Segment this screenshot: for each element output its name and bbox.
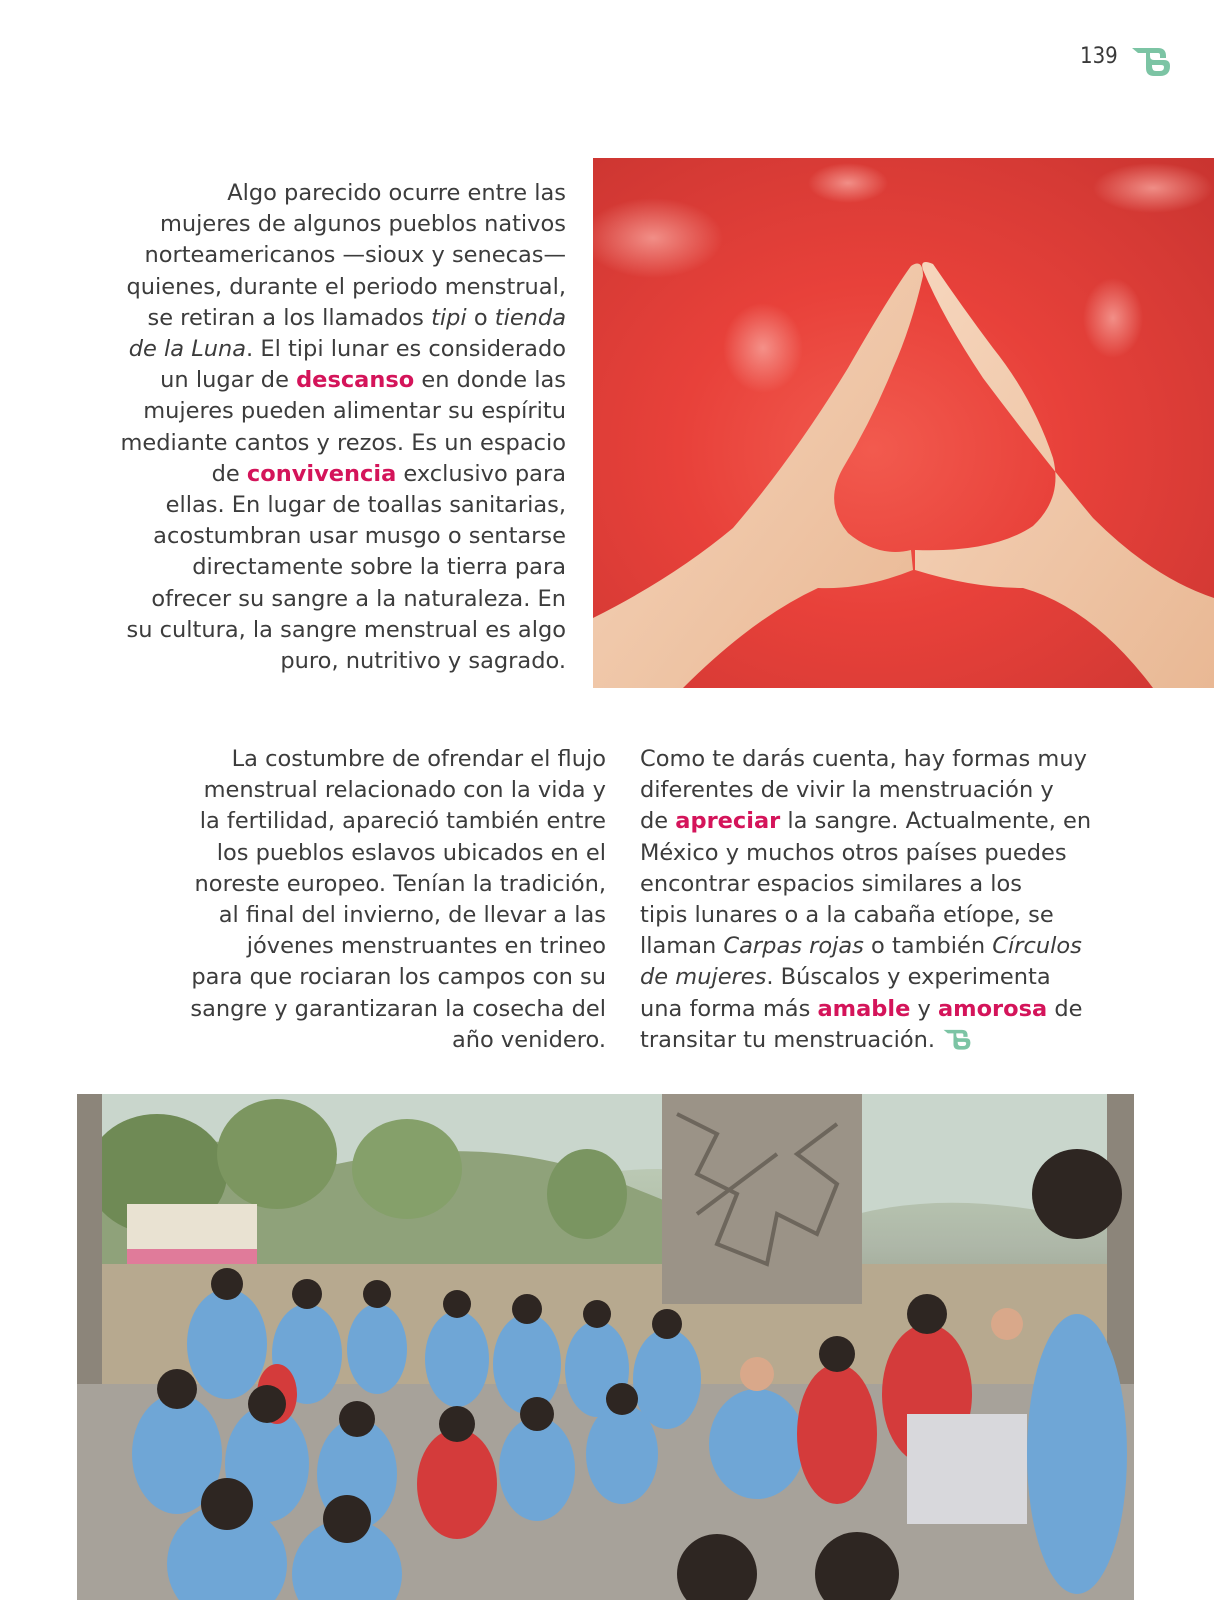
hands-illustration — [593, 158, 1214, 688]
paragraph-slavic-tradition: La costumbre de ofrendar el flujo menstrual relacionado con la vida y la fertilidad, apareció también entre los pueblos eslavos ubicados en el noreste europeo. Tenían la tradición, al final del invierno, de llevar a las jóvenes menstruantes en trineo para que rociaran los campos con su sangre y garantizaran la cosecha del año venidero. — [190, 746, 606, 1053]
highlight-descanso: descanso — [296, 367, 415, 394]
paragraph-tipi-lunar: Algo parecido ocurre entre las mujeres de algunos pueblos nativos norteamericanos —sioux y senecas— quienes, durante el periodo menstrual, se retiran a los llamados tipi o tienda de la Luna. El tipi lunar es considerado un lugar de descanso en donde las mujeres pueden alimentar su espíritu mediante cantos y rezos. Es un espacio de convivencia exclusivo para ellas. En lugar de toallas sanitarias, acostumbran usar musgo o sentarse directamente sobre la tierra para ofrecer su sangre a la naturaleza. En su cultura, la sangre menstrual es algo puro, nutritivo y sagrado. — [120, 180, 566, 675]
photo-hands-triangle — [593, 158, 1214, 688]
end-mark-icon — [942, 1027, 972, 1051]
photo-women-circle — [77, 1094, 1134, 1600]
highlight-amorosa: amorosa — [937, 995, 1048, 1022]
section-logo-icon — [1130, 44, 1172, 78]
page-number: 139 — [1080, 44, 1118, 69]
highlight-amable: amable — [817, 995, 911, 1022]
paragraph-carpas-rojas: Como te darás cuenta, hay formas muy diferentes de vivir la menstruación y de apreciar la sangre. Actualmente, en México y muchos otros países puedes encontrar espacios similares a los tipis lunares o a la cabaña etíope, se llaman Carpas rojas o también Círculos de mujeres. Búscalos y experimenta una forma más amable y amorosa de transitar tu menstruación. — [640, 746, 1092, 1053]
group-illustration — [77, 1094, 1134, 1600]
highlight-convivencia: convivencia — [246, 460, 397, 487]
highlight-apreciar: apreciar — [675, 808, 781, 835]
